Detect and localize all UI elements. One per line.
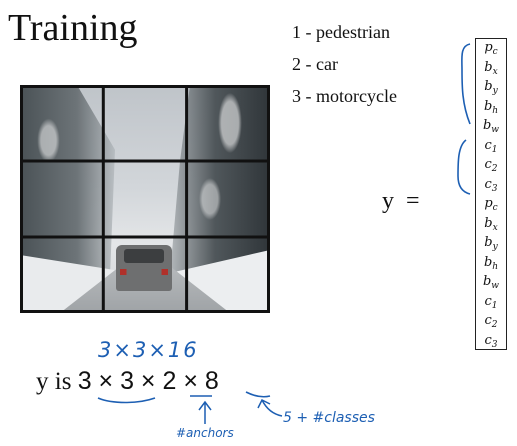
vector-entry-symbol: c [484,137,492,153]
training-image [20,85,270,313]
class-number: 1 [292,22,301,42]
shape-formula [36,364,219,399]
brace-anchor-box [462,44,470,124]
vector-entry-subscript: c [492,203,498,213]
vector-entry [476,214,506,234]
class-number: 2 [292,54,301,74]
class-name: car [316,54,338,74]
vector-entry-symbol: b [484,79,493,94]
y-vector [475,38,507,350]
vector-entry-symbol: c [484,176,492,192]
vector-entry-subscript: y [492,86,498,96]
vector-entry [476,136,506,156]
vector-entry [476,97,506,117]
arrow-classes [258,400,282,416]
handwritten-classes: 5 + #classes [283,410,375,426]
vector-entry-symbol: b [482,274,492,289]
class-item: 3 - motorcycle [292,86,397,106]
vector-entry-subscript: h [492,261,499,272]
vector-entry-symbol: p [484,40,493,55]
vector-entry-symbol: b [482,118,492,133]
vector-entry [476,175,506,195]
vector-entry-subscript: x [492,66,498,77]
vector-entry-subscript: 3 [491,339,498,350]
vector-entry-symbol: b [483,98,493,114]
vector-entry [476,116,506,136]
shape-prefix: y is [36,368,78,395]
vector-entry-symbol: c [484,332,492,348]
vector-entry [476,58,506,78]
handwritten-total: 3×3×16 [98,338,199,362]
vector-entry-subscript: 3 [491,183,498,194]
brace-anchor-classes [458,140,470,194]
vector-entry-subscript: w [491,125,500,135]
vector-entry-symbol: b [484,235,493,250]
grid-overlay [20,85,270,313]
vector-entry [476,292,506,312]
vector-entry-subscript: 2 [491,320,498,330]
handwritten-anchors: #anchors [176,426,234,440]
vector-entry-symbol: p [484,196,493,211]
vector-entry-symbol: c [484,313,492,328]
vector-entry-symbol: c [484,157,492,172]
vector-entry-symbol: b [484,215,493,231]
shape-expression: 3 × 3 × 2 × 8 [77,367,219,395]
vector-entry [476,194,506,214]
vector-entry [476,272,506,292]
vector-entry-subscript: 2 [491,164,498,174]
class-item: 2 - car [292,54,338,74]
underline-classes [246,392,270,397]
class-number: 3 [292,86,301,106]
vector-entry [476,38,506,58]
vector-entry-symbol: b [483,254,493,270]
vector-entry-subscript: c [492,47,498,57]
vector-entry [476,311,506,331]
class-name: motorcycle [316,86,397,106]
vector-lhs: y = [382,188,420,214]
vector-entry-subscript: h [492,105,499,116]
vector-entry [476,253,506,273]
vector-entry-subscript: 1 [491,144,498,155]
arrow-anchors [199,402,211,424]
vector-entry [476,77,506,97]
vector-entry-subscript: y [492,242,498,252]
vector-entry [476,233,506,253]
vector-entry [476,155,506,175]
vector-entry-subscript: x [492,222,498,233]
vector-entry-subscript: 1 [491,300,498,311]
vector-entry-subscript: w [491,281,500,291]
class-item: 1 - pedestrian [292,22,390,42]
vector-entry-symbol: b [484,59,493,75]
class-list [292,20,397,116]
class-name: pedestrian [316,22,390,42]
slide-title: Training [8,7,138,49]
vector-entry-symbol: c [484,293,492,309]
vector-entry [476,331,506,351]
